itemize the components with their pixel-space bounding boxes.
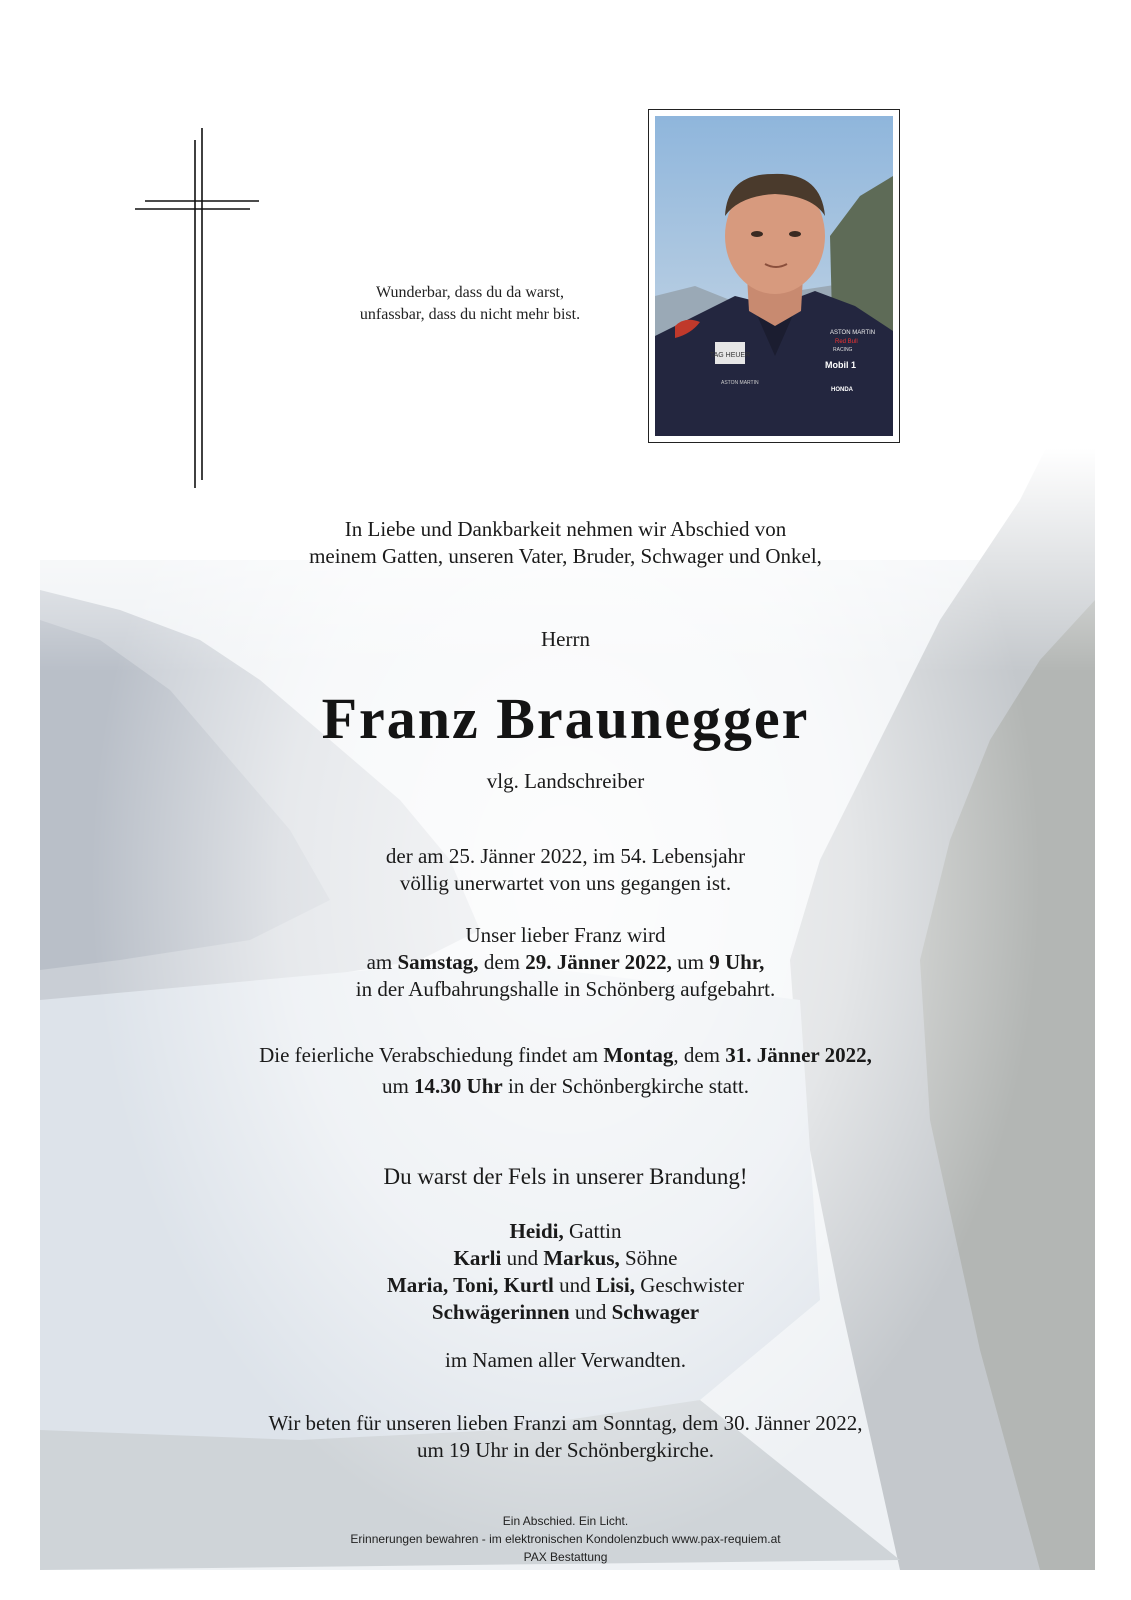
alias: vlg. Landschreiber [486, 769, 645, 793]
logo-mobil: Mobil 1 [825, 360, 856, 370]
cross-icon [135, 128, 265, 490]
logo-racing: RACING [833, 347, 853, 353]
text-um: um [671, 950, 710, 974]
logo-honda: HONDA [831, 387, 853, 393]
mourner-name: Lisi, [595, 1273, 635, 1297]
text-dem: dem [478, 950, 526, 974]
motto-line-1: Wunderbar, dass du da warst, [376, 284, 564, 301]
farewell-text-b: , dem [673, 1043, 726, 1067]
mourners-list [0, 1218, 1131, 1326]
quote: Du warst der Fels in unserer Brandung! [383, 1164, 748, 1189]
mourner-and: und [501, 1246, 544, 1270]
intro-text [0, 516, 1131, 570]
mourner-row-siblings [0, 1272, 1131, 1299]
viewing-line-1: Unser lieber Franz wird [465, 923, 666, 947]
mourner-name: Schwager [611, 1300, 700, 1324]
mourner-and: und [553, 1273, 596, 1297]
relatives-line: im Namen aller Verwandten. [444, 1348, 687, 1372]
death-notice [0, 843, 1131, 897]
logo-red-bull: Red Bull [835, 339, 858, 345]
logo-tag-heuer: TAG HEUER [709, 352, 751, 359]
footer [0, 1512, 1131, 1566]
farewell-time: 14.30 Uhr [414, 1074, 503, 1098]
salutation: Herrn [541, 627, 590, 651]
farewell-date: 31. Jänner 2022, [725, 1043, 872, 1067]
deceased-name: Franz Braunegger [321, 686, 810, 751]
prayer-line-1: Wir beten für unseren lieben Franzi am Sonntag, dem 30. Jänner 2022, [268, 1411, 863, 1435]
farewell-text-a: Die feierliche Verabschiedung findet am [259, 1043, 604, 1067]
footer-line-3: PAX Bestattung [523, 1550, 608, 1564]
footer-line-2: Erinnerungen bewahren - im elektronischen Kondolenzbuch www.pax-requiem.at [350, 1532, 781, 1546]
intro-line-1: In Liebe und Dankbarkeit nehmen wir Abschied von [344, 517, 787, 541]
mourner-name: Schwägerinnen [431, 1300, 570, 1324]
farewell-line-1 [0, 1042, 1131, 1069]
viewing-date: 29. Jänner 2022, [525, 950, 672, 974]
motto-line-2: unfassbar, dass du nicht mehr bist. [359, 306, 581, 323]
prayer-notice [0, 1410, 1131, 1464]
text-am: am [366, 950, 398, 974]
mourner-relation: Geschwister [634, 1273, 745, 1297]
death-line-1: der am 25. Jänner 2022, im 54. Lebensjahr [385, 844, 746, 868]
mourner-row-spouse [0, 1218, 1131, 1245]
motto [320, 282, 620, 326]
mourner-name: Markus, [543, 1246, 620, 1270]
death-line-2: völlig unerwartet von uns gegangen ist. [399, 871, 732, 895]
viewing-time: 9 Uhr, [709, 950, 765, 974]
farewell-day: Montag [603, 1043, 674, 1067]
mourner-name: Heidi, [509, 1219, 564, 1243]
footer-line-1: Ein Abschied. Ein Licht. [502, 1514, 629, 1528]
viewing-line-3: in der Aufbahrungshalle in Schönberg aufgebahrt. [355, 977, 776, 1001]
portrait-photo [655, 116, 893, 436]
farewell-line-2 [0, 1073, 1131, 1100]
farewell-text-c: um [381, 1074, 415, 1098]
logo-aston-martin: ASTON MARTIN [830, 330, 876, 336]
logo-aston-martin-2: ASTON MARTIN [721, 380, 759, 386]
portrait-frame [648, 109, 900, 443]
viewing-notice [0, 922, 1131, 1003]
mourner-row-inlaws [0, 1299, 1131, 1326]
viewing-day: Samstag, [397, 950, 479, 974]
prayer-line-2: um 19 Uhr in der Schönbergkirche. [416, 1438, 715, 1462]
mourner-name: Maria, Toni, Kurtl [386, 1273, 554, 1297]
mourner-row-sons [0, 1245, 1131, 1272]
mourner-and: und [569, 1300, 612, 1324]
viewing-line-2 [0, 949, 1131, 976]
intro-line-2: meinem Gatten, unseren Vater, Bruder, Schwager und Onkel, [309, 544, 822, 568]
mourner-relation: Gattin [563, 1219, 622, 1243]
mourner-relation: Söhne [619, 1246, 678, 1270]
farewell-text-d: in der Schönbergkirche statt. [502, 1074, 750, 1098]
farewell-notice [0, 1042, 1131, 1100]
mourner-name: Karli [453, 1246, 502, 1270]
